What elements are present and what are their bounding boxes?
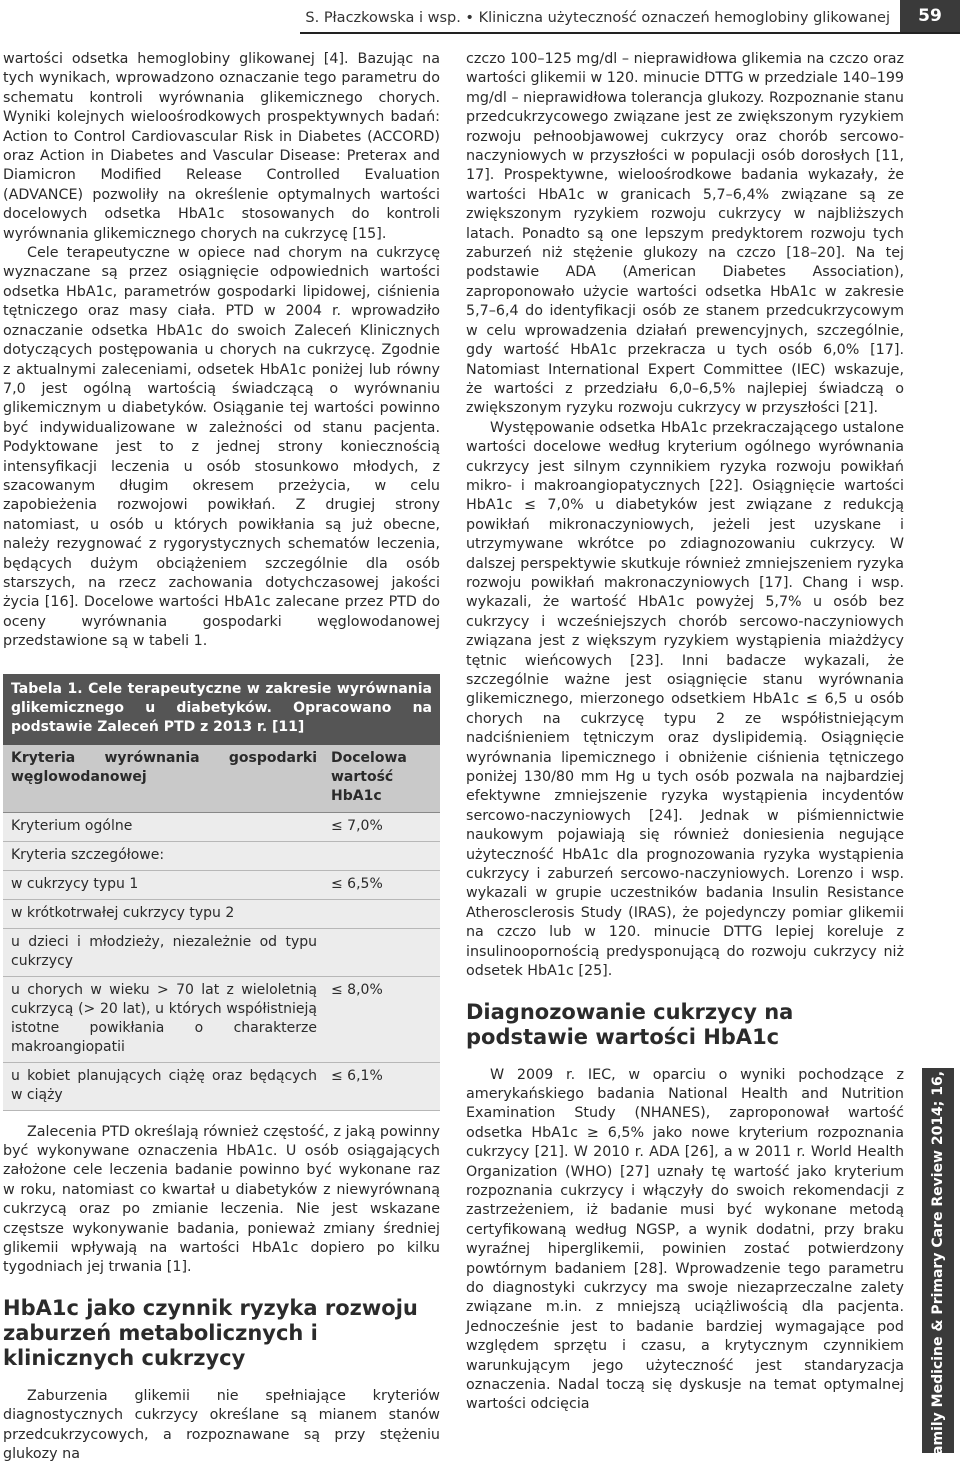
section-heading: Diagnozowanie cukrzycy na podstawie wartości HbA1c [466, 999, 794, 1049]
table-row [3, 977, 440, 1063]
table-cell-criterion: u dzieci i młodzieży, niezależnie od typu cukrzycy [11, 933, 317, 969]
table-cell-target: ≤ 8,0% [331, 981, 383, 998]
table-cell-criterion: w krótkotrwałej cukrzycy typu 2 [11, 904, 235, 921]
left-column [3, 50, 440, 1464]
table-header-row [3, 745, 440, 813]
table-cell-target [325, 900, 440, 928]
table-cell-target [325, 842, 440, 870]
table-row [3, 842, 440, 871]
table-cell-criterion: Kryterium ogólne [11, 817, 133, 834]
table-cell-target [325, 929, 440, 976]
body-paragraph: Cele terapeutyczne w opiece nad chorym na cukrzycę wyznaczane są przez osiągnięcie odpowiednich wartości odsetka HbA1c, parametrów gospodarki lipidowej, ciśnienia tętniczego oraz masy ciała. PTD w 2004 r. wprowadziło oznaczanie odsetka HbA1c do swoich Zaleceń Klinicznych dotyczących postępowania u chorych na cukrzycę. Zgodnie z aktualnymi zaleceniami, odsetek HbA1c poniżej lub równy 7,0 jest ogólną wartością świadczącą o wyrównaniu glikemicznym u diabetyków. Osiąganie tej wartości powinno być indywidualizowane w zależności od stanu pacjenta. Podyktowane jest to z jednej strony koniecznością intensyfikacji leczenia u osób stosunkowo młodych, z szacowanym długim okresem przeżycia, w celu zapobieżenia rozwojowi powikłań. Z drugiej strony natomiast, u osób u których powikłania są już obecne, należy rezygnować z rygorystycznych schematów leczenia, będących dużym obciążeniem szczególnie dla osób starszych, na rzecz zachowania dotychczasowej jakości życia [16]. Docelowe wartości HbA1c zalecane przez PTD do oceny wyrównania gospodarki węglowodanowej przedstawione są w tabeli 1. [3, 245, 440, 650]
table-1 [3, 674, 440, 1111]
table-cell-target: ≤ 6,5% [331, 875, 383, 892]
table-cell-criterion: w cukrzycy typu 1 [11, 875, 139, 892]
table-row [3, 900, 440, 929]
journal-side-label [922, 1056, 954, 1464]
header-rule [300, 32, 960, 34]
table-header-target: Docelowa wartość HbA1c [331, 749, 407, 804]
section-heading: HbA1c jako czynnik ryzyka rozwoju zaburzeń metabolicznych i klinicznych cukrzycy [3, 1295, 418, 1370]
table-header-criteria: Kryteria wyrównania gospodarki węglowodanowej [11, 749, 317, 785]
body-paragraph: Występowanie odsetka HbA1c przekraczającego ustalone wartości docelowe według kryterium ogólnego wyrównania cukrzycy jest silnym czynnikiem ryzyka rozwoju powikłań mikro- i makroangiopatycznych [22]. Osiągnięcie wartości HbA1c ≤ 7,0% u diabetyków jest związane z redukcją powikłań mikronaczyniowych, jeżeli jest uzyskane i utrzymywane wkrótce po zdiagnozowaniu cukrzycy. W dalszej perspektywie skutkuje również zmniejszeniem ryzyka rozwoju powikłań makronaczyniowych [17]. Chang i wsp. wykazali, że wartość HbA1c powyżej 5,7% u osób bez cukrzycy i wcześniejszych chorób sercowo-naczyniowych związana jest z większym ryzykiem wystąpienia miażdżycy tętnic wieńcowych [23]. Inni badacze wykazali, że szczególnie ważne jest osiągnięcie stanu wyrównania glikemicznego, mierzonego odsetkiem HbA1c ≤ 6,5 u osób chorych na cukrzycę typu 2 ze współistniejącym nadciśnieniem tętniczym oraz dyslipidemią. Osiągnięcie wyrównania lipemicznego i obniżenie ciśnienia tętniczego poniżej 130/80 mm Hg u tych osób pozwala na najbardziej efektywne zmniejszenie ryzyka wystąpienia incydentów sercowo-naczyniowych [24]. Jednak w piśmiennictwie naukowym pojawiają się również doniesienia negujące użyteczność HbA1c dla prognozowania ryzyka wystąpienia cukrzycy i zaburzeń sercowo-naczyniowych. Lorenzo i wsp. wykazali w grupie uczestników badania Insulin Resistance Atherosclerosis Study (IRAS), że pojedynczy pomiar glikemii na czczo lub w 120. minucie DTTG lepiej koreluje z insulinoopornością predysponującą do rozwoju cukrzycy niż odsetek HbA1c [25]. [466, 419, 904, 980]
table-cell-target: ≤ 6,1% [331, 1067, 383, 1084]
table-row [3, 1063, 440, 1111]
body-paragraph: Zaburzenia glikemii nie spełniające kryteriów diagnostycznych cukrzycy określane są mianem stanów przedcukrzycowych, a rozpoznawane są przy stężeniu glukozy na [3, 1387, 440, 1463]
journal-side-text: Family Medicine & Primary Care Review 2014; 16, 1 [930, 1056, 946, 1464]
table-row [3, 813, 440, 842]
body-paragraph: wartości odsetka hemoglobiny glikowanej [4]. Bazując na tych wynikach, wprowadzono oznaczanie tego parametru do schematu kontroli wyrównania glikemicznego chorych. Wyniki kolejnych wieloośrodkowych prospektywnych badań: Action to Control Cardiovascular Risk in Diabetes (ACCORD) oraz Action in Diabetes and Vascular Disease: Preterax and Diamicron Modified Release Controlled Evaluation (ADVANCE) pozwoliły na określenie optymalnych wartości docelowych odsetka HbA1c stosowanych do kontroli wyrównania glikemicznego chorych na cukrzycę [15]. [3, 51, 440, 242]
table-caption: Tabela 1. Cele terapeutyczne w zakresie wyrównania glikemicznego u diabetyków. Opracowano na podstawie Zaleceń PTD z 2013 r. [11] [3, 674, 440, 745]
body-paragraph: czczo 100–125 mg/dl – nieprawidłowa glikemia na czczo oraz wartości glikemii w 120. minucie DTTG w przedziale 140–199 mg/dl – nieprawidłowa tolerancja glukozy. Rozpoznanie stanu przedcukrzycowego związane jest ze zwiększonym ryzykiem rozwoju pełnoobjawowej cukrzycy oraz chorób sercowo-naczyniowych w przyszłości w populacji osób dorosłych [11, 17]. Prospektywne, wieloośrodkowe badania wykazały, że wartości HbA1c w granicach 5,7–6,4% związane są ze zwiększonym ryzykiem rozwoju cukrzycy w najbliższych latach. Ponadto są one lepszym predyktorem rozwoju tych zaburzeń niż stężenie glukozy na czczo [18–20]. Na tej podstawie ADA (American Diabetes Association), zaproponowało użycie wartości odsetka HbA1c w zakresie 5,7–6,4 do identyfikacji osób ze stanem przedcukrzycowym w celu wprowadzenia działań prewencyjnych, szczególnie, gdy wartość HbA1c przekracza u tych osób 6,0% [17]. Natomiast International Expert Committee (IEC) wskazuje, że wartości z przedziału 6,0–6,5% najlepiej świadczą o zwiększonym ryzyku rozwoju cukrzycy w przyszłości [21]. [466, 51, 905, 417]
running-title: S. Płaczkowska i wsp. • Kliniczna użyteczność oznaczeń hemoglobiny glikowanej [295, 4, 890, 32]
page-number: 59 [900, 0, 960, 32]
body-paragraph: Zalecenia PTD określają również częstość, z jaką powinny być wykonywane oznaczenia HbA1c. U osób osiągających założone cele leczenia badanie powinno być wykonane raz w roku, natomiast co kwartał u diabetyków z niewyrównaną cukrzycą oraz po zmianie leczenia. Nie jest wskazane częstsze wykonywanie badania, ponieważ zmiany średniej glikemii wpływają na wartości HbA1c dopiero po kilku tygodniach jej trwania [1]. [3, 1123, 440, 1276]
table-cell-criterion: u kobiet planujących ciążę oraz będących w ciąży [11, 1067, 317, 1103]
table-cell-criterion: u chorych w wieku > 70 lat z wieloletnią cukrzycą (> 20 lat), u których współistnieją istotne powikłania o charakterze makroangiopatii [11, 981, 317, 1055]
table-cell-target: ≤ 7,0% [331, 817, 383, 834]
page-header [0, 0, 960, 36]
table-row [3, 929, 440, 977]
body-paragraph: W 2009 r. IEC, w oparciu o wyniki pochodzące z amerykańskiego badania National Health and Nutrition Examination Study (NHANES), zaproponował wartość odsetka HbA1c ≥ 6,5% jako nowe kryterium rozpoznania cukrzycy [21]. W 2010 r. ADA [26], a w 2011 r. World Health Organization (WHO) [27] uznały tę wartość jako kryterium rozpoznania cukrzycy i włączyły do swoich rekomendacji z zastrzeżeniem, iż badanie musi być wykonane metodą certyfikowaną według NGSP, a wynik dodatni, przy braku wyraźnej hiperglikemii, powinien zostać potwierdzony powtórnym badaniem [28]. Wprowadzenie tego parametru do diagnostyki cukrzycy ma swoje niezaprzeczalne zalety związane m.in. z mniejszą uciążliwością dla pacjenta. Jednocześnie jest to badanie bardziej wymagające pod względem sprzętu i czasu, a krytycznym czynnikiem warunkującym jego użyteczność jest standaryzacja oznaczenia. Nadal toczą się dyskusje na temat optymalnej wartości odcięcia [466, 1066, 904, 1413]
table-cell-criterion: Kryteria szczegółowe: [11, 846, 165, 863]
table-row [3, 871, 440, 900]
right-column [466, 50, 904, 1415]
